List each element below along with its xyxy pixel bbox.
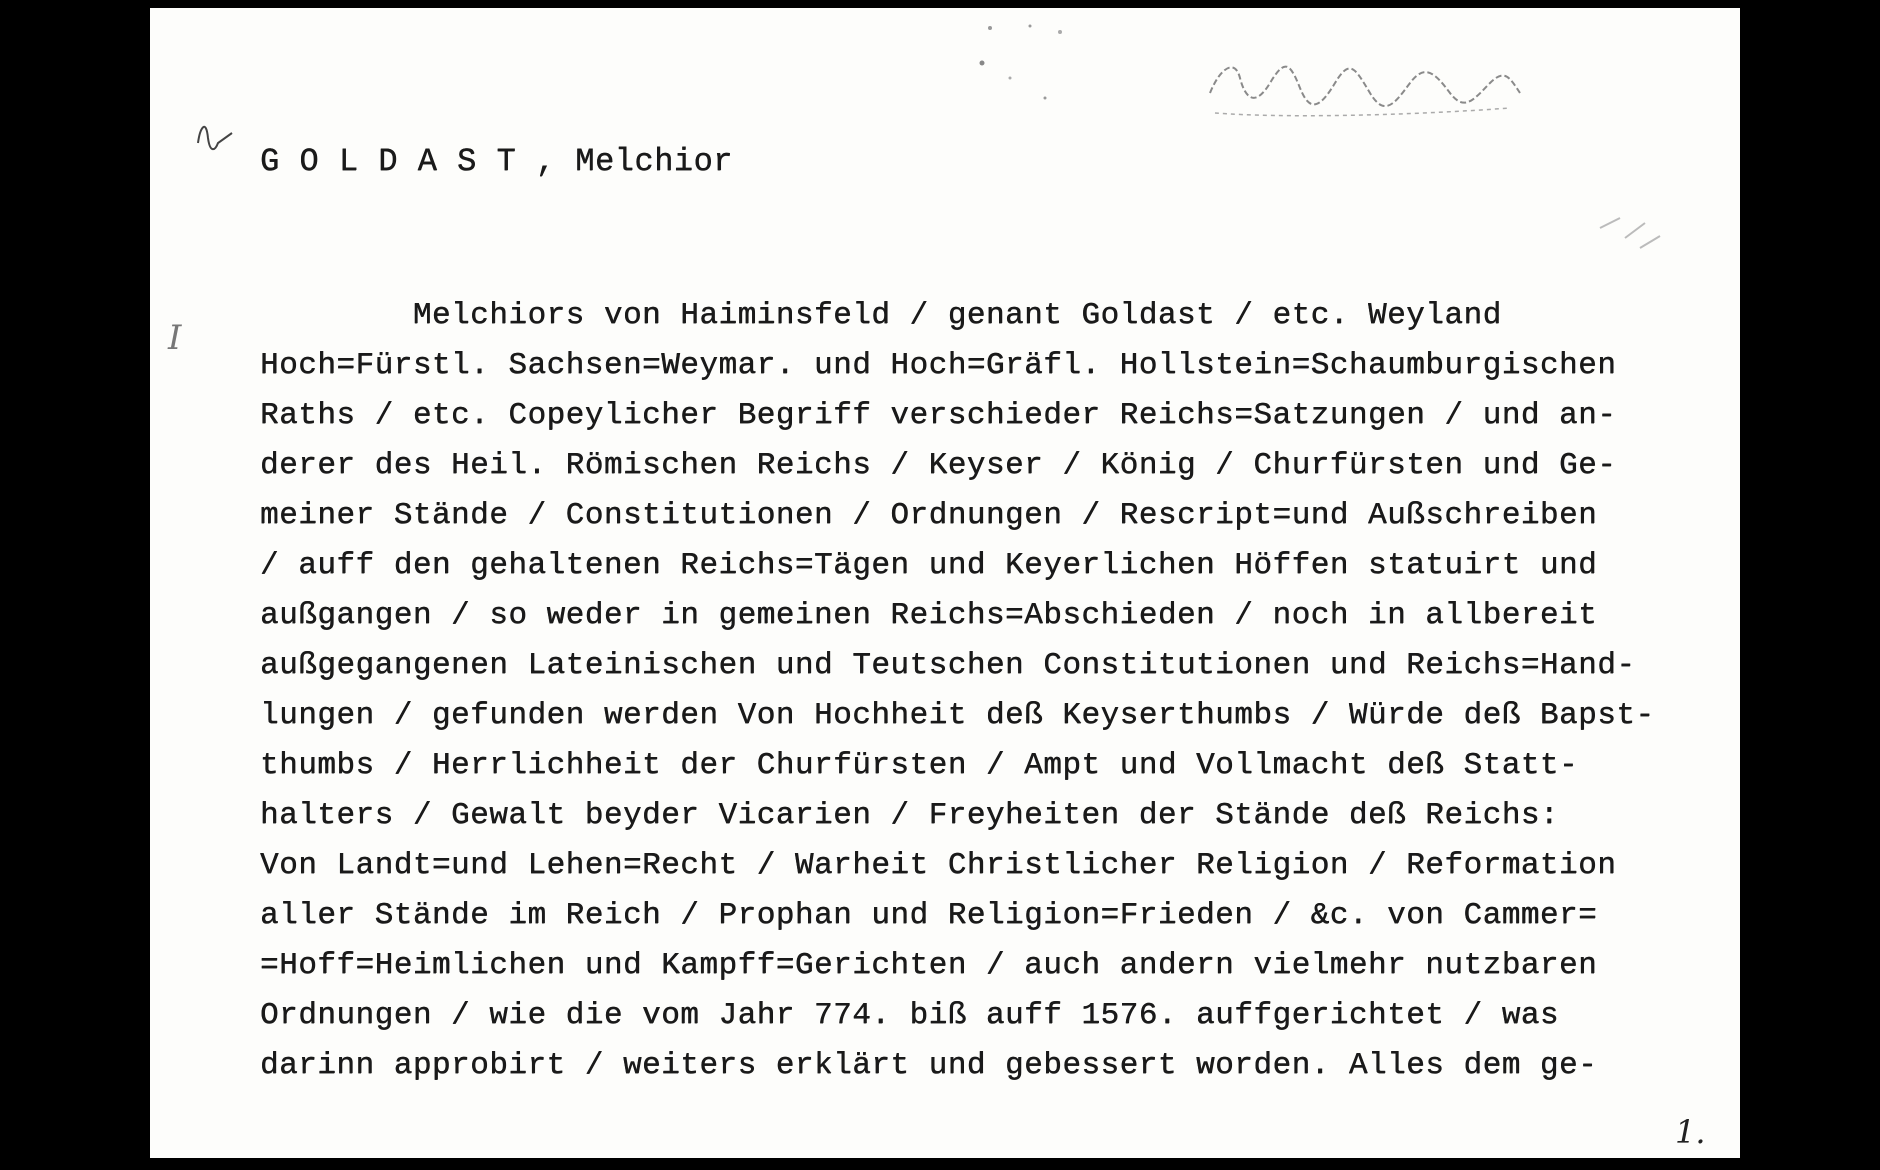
body-line: außgangen / so weder in gemeinen Reichs=Abschieden / noch in allbereit: [260, 598, 1598, 633]
body-line: derer des Heil. Römischen Reichs / Keyser / König / Churfürsten und Ge-: [260, 448, 1617, 483]
body-line: halters / Gewalt beyder Vicarien / Freyheiten der Stände deß Reichs:: [260, 798, 1560, 833]
pencil-tick-mark: [190, 113, 240, 174]
body-line: Raths / etc. Copeylicher Begriff verschieder Reichs=Satzungen / und an-: [260, 398, 1617, 433]
document-page: [150, 8, 1740, 1158]
body-line: thumbs / Herrlichheit der Churfürsten / Ampt und Vollmacht deß Statt-: [260, 748, 1579, 783]
paper-smudge: [970, 18, 1100, 118]
body-line: Ordnungen / wie die vom Jahr 774. biß auff 1576. auffgerichtet / was: [260, 998, 1560, 1033]
body-line: =Hoff=Heimlichen und Kampff=Gerichten / auch andern vielmehr nutzbaren: [260, 948, 1598, 983]
pencil-scribble-mark: [1200, 38, 1530, 128]
margin-roman-numeral: I: [168, 318, 182, 358]
body-line: / auff den gehaltenen Reichs=Tägen und Keyerlichen Höffen statuirt und: [260, 548, 1598, 583]
tick-mark-icon: [190, 113, 240, 163]
page-number: 1.: [1675, 1113, 1706, 1151]
body-line: aller Stände im Reich / Prophan und Religion=Frieden / &c. von Cammer=: [260, 898, 1598, 933]
body-line: darinn approbirt / weiters erklärt und gebessert worden. Alles dem ge-: [260, 1048, 1598, 1083]
paper-smudge: [1590, 208, 1670, 258]
body-line: Hoch=Fürstl. Sachsen=Weymar. und Hoch=Gräfl. Hollstein=Schaumburgischen: [260, 348, 1617, 383]
body-line: Von Landt=und Lehen=Recht / Warheit Christlicher Religion / Reformation: [260, 848, 1617, 883]
heading-separator: ,: [535, 143, 556, 180]
body-line: lungen / gefunden werden Von Hochheit deß Keyserthumbs / Würde deß Bapst-: [260, 698, 1655, 733]
heading-surname: G O L D A S T: [260, 143, 517, 180]
body-line: meiner Stände / Constitutionen / Ordnungen / Rescript=und Außschreiben: [260, 498, 1598, 533]
body-line: Melchiors von Haiminsfeld / genant Goldast / etc. Weyland: [260, 298, 1502, 333]
document-heading: [260, 143, 733, 180]
heading-forename: Melchior: [575, 143, 733, 180]
body-line: außgegangenen Lateinischen und Teutschen Constitutionen und Reichs=Hand-: [260, 648, 1636, 683]
